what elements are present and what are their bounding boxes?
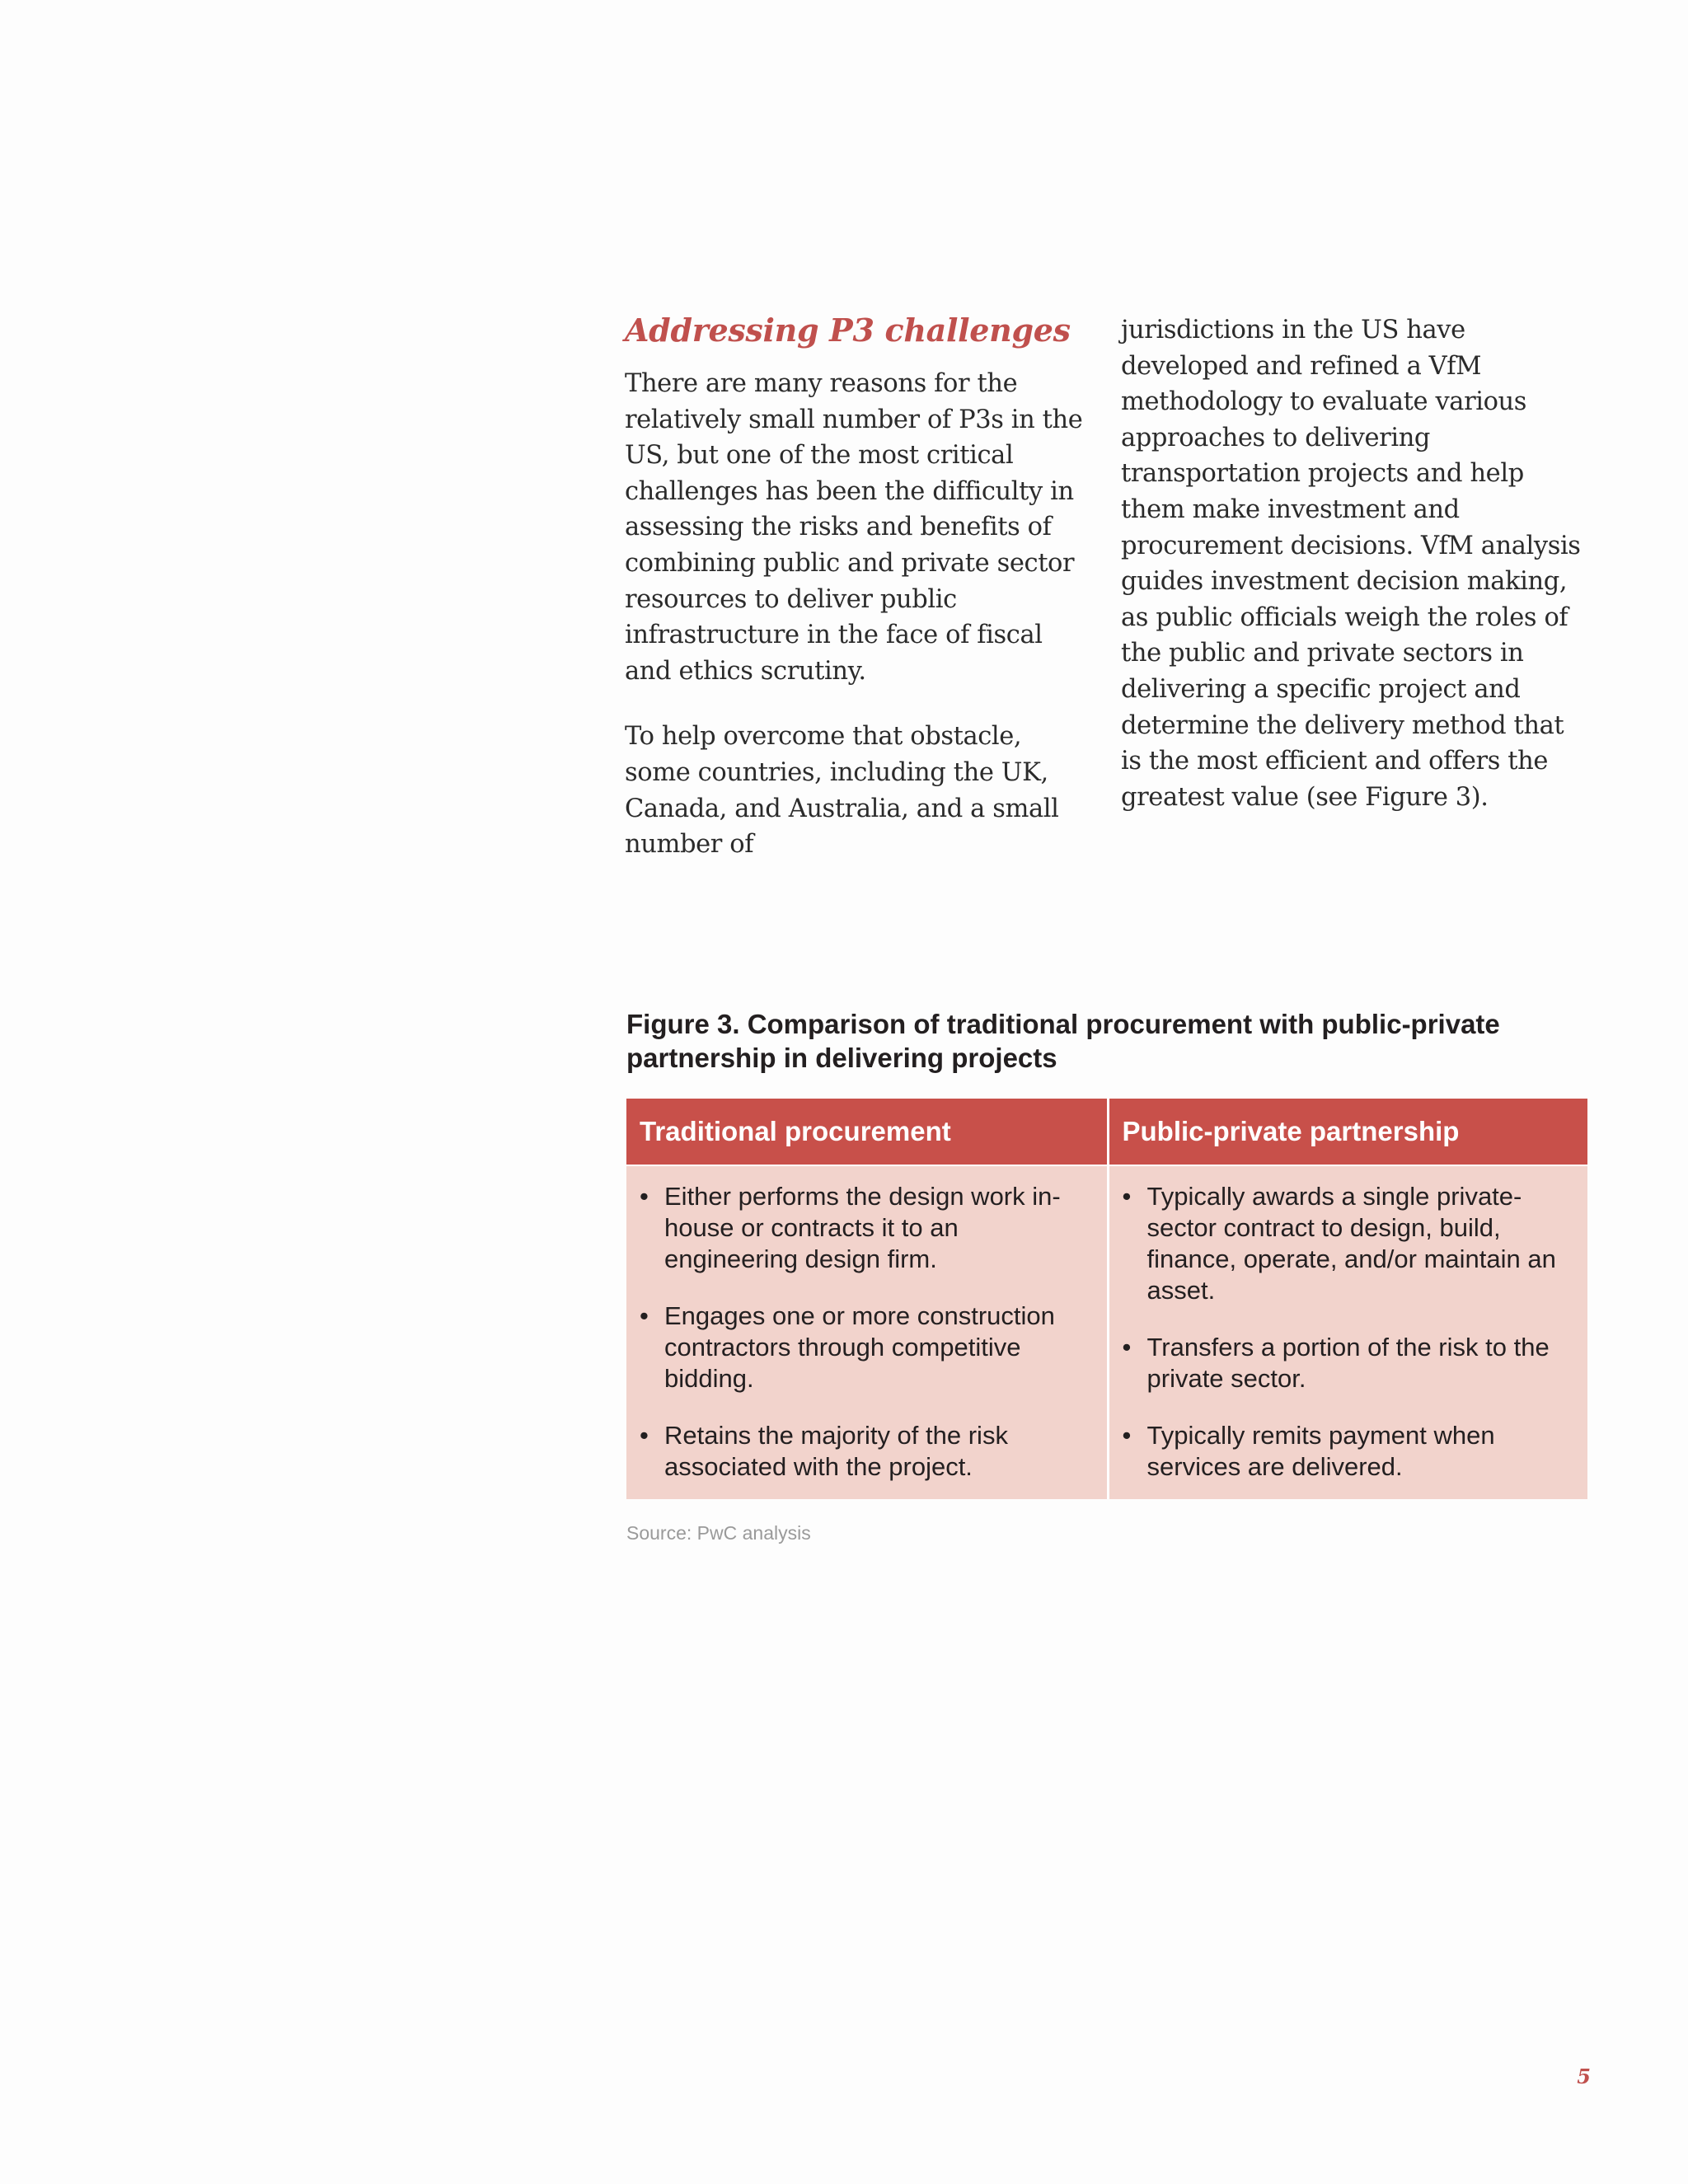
table-row <box>626 1165 1587 1499</box>
list-item: • Engages one or more construction contractors through competitive bidding. <box>640 1301 1090 1394</box>
body-text-left-column <box>625 366 1086 863</box>
page-number: 5 <box>1577 2064 1591 2088</box>
traditional-bullet-list <box>640 1181 1090 1483</box>
list-item: • Either performs the design work in-house or contracts it to an engineering design firm. <box>640 1181 1090 1275</box>
section-heading: Addressing P3 challenges <box>625 312 1071 349</box>
traditional-cell <box>626 1165 1108 1499</box>
figure-title: Figure 3. Comparison of traditional procurement with public-private partnership in delivering projects <box>626 1009 1500 1073</box>
list-item: • Retains the majority of the risk associated with the project. <box>640 1420 1090 1483</box>
list-item: • Typically awards a single private-sector contract to design, build, finance, operate, and/or maintain an asset. <box>1123 1181 1572 1306</box>
paragraph: To help overcome that obstacle, some countries, including the UK, Canada, and Australia, and a small number of <box>625 722 1059 860</box>
comparison-table <box>626 1099 1587 1499</box>
body-text-right-column <box>1121 312 1591 815</box>
list-item: • Transfers a portion of the risk to the private sector. <box>1123 1332 1572 1394</box>
column-header-traditional: Traditional procurement <box>626 1099 1108 1165</box>
source-note: Source: PwC analysis <box>626 1522 811 1544</box>
ppp-bullet-list <box>1123 1181 1572 1483</box>
table-header-row <box>626 1099 1587 1165</box>
list-item: • Typically remits payment when services are delivered. <box>1123 1420 1572 1483</box>
column-header-ppp: Public-private partnership <box>1108 1099 1587 1165</box>
paragraph: jurisdictions in the US have developed and refined a VfM methodology to evaluate various approaches to delivering transportation projects and help them make investment and procurement decisions. VfM analysis guides investment decision making, as public officials weigh the roles of the public and private sectors in delivering a specific project and determine the delivery method that is the most efficient and offers the greatest value (see Figure 3). <box>1121 316 1581 812</box>
paragraph: There are many reasons for the relatively small number of P3s in the US, but one of the most critical challenges has been the difficulty in assessing the risks and benefits of combining public and private sector resources to deliver public infrastructure in the face of fiscal and ethics scrutiny. <box>625 369 1083 686</box>
ppp-cell <box>1108 1165 1587 1499</box>
